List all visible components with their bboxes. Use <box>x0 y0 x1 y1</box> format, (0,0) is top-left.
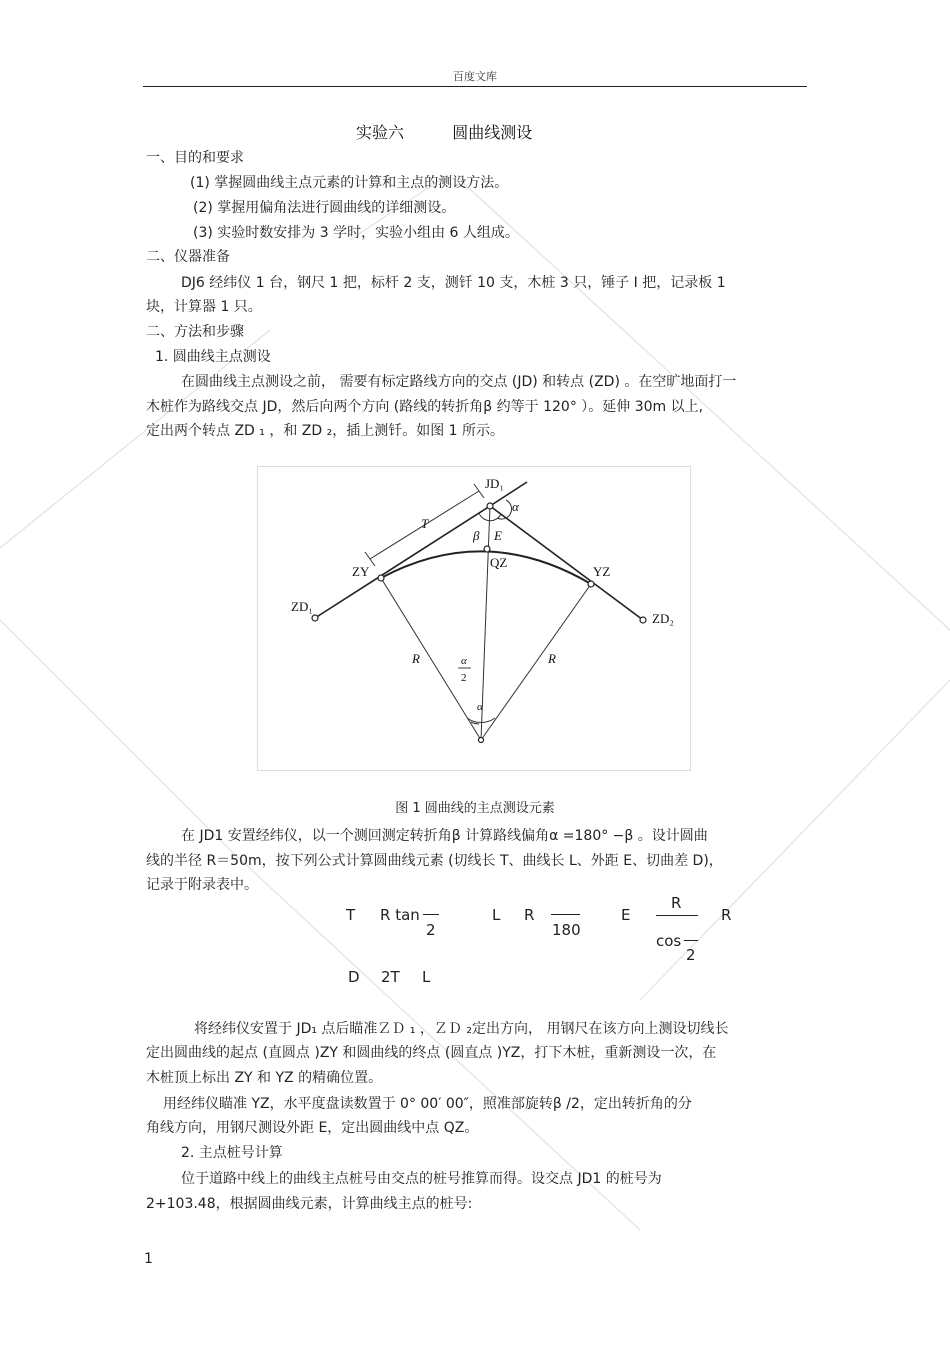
formula-e-cos: cos <box>656 932 682 950</box>
zy-point <box>378 575 384 581</box>
formula-e-tail: R <box>721 906 732 924</box>
paragraph-line: 记录于附录表中。 <box>146 877 258 893</box>
section-heading: 二、仪器准备 <box>146 249 230 265</box>
page-header: 百度文库 <box>453 70 497 83</box>
label-half-den: 2 <box>461 672 467 684</box>
label-yz: YZ <box>593 564 611 579</box>
paragraph-line: 在 JD1 安置经纬仪，以一个测回测定转折角β 计算路线偏角α =180° −β 。设计圆曲 <box>181 828 708 844</box>
section-heading: 二、方法和步骤 <box>146 324 244 340</box>
formula-l-den: 180 <box>552 921 581 939</box>
list-item: (1) 掌握圆曲线主点元素的计算和主点的测设方法。 <box>190 175 509 191</box>
paragraph-line: DJ6 经纬仪 1 台，钢尺 1 把，标杆 2 支，测钎 10 支，木桩 3 只，锤子 I 把，记录板 1 <box>181 275 726 291</box>
label-alpha-center: α <box>477 701 483 713</box>
zd1-point <box>312 615 318 621</box>
paragraph-line: 用经纬仪瞄准 YZ，水平度盘读数置于 0° 00′ 00″，照准部旋转β /2，定出转折角的分 <box>163 1096 692 1112</box>
paragraph-line: 块，计算器 1 只。 <box>146 299 262 315</box>
label-zy: ZY <box>352 564 370 579</box>
label-beta: β <box>473 528 480 543</box>
formula-t-bar <box>423 914 439 915</box>
label-zd2: ZD₂ <box>652 611 674 626</box>
formula-t-den: 2 <box>426 921 436 939</box>
formula-d-rhs: L <box>422 968 431 986</box>
label-zd1: ZD₁ <box>291 599 313 614</box>
formula-d-mid: 2T <box>381 968 400 986</box>
section-heading: 一、目的和要求 <box>146 150 244 166</box>
list-item: (2) 掌握用偏角法进行圆曲线的详细测设。 <box>193 200 456 216</box>
zd2-point <box>640 617 646 623</box>
center-point <box>479 738 484 743</box>
label-half-num: α <box>461 655 467 667</box>
figure-frame <box>258 467 691 771</box>
page-title <box>356 120 532 143</box>
paragraph-line: 定出两个转点 ZD ₁ ，和 ZD ₂，插上测钎。如图 1 所示。 <box>146 423 505 439</box>
figure-caption: 图 1 圆曲线的主点测设元素 <box>395 801 555 816</box>
paragraph-line: 木桩作为路线交点 JD，然后向两个方向 (路线的转折角β 约等于 120° ）。延伸 30m 以上, <box>146 399 704 415</box>
paragraph-line: 将经纬仪安置于 JD₁ 点后瞄准ＺＤ ₁ ，ＺＤ ₂定出方向， 用钢尺在该方向上测设切线长 <box>194 1021 729 1037</box>
page-number: 1 <box>144 1251 153 1267</box>
formula-e-den: 2 <box>686 946 696 964</box>
paragraph-line: 位于道路中线上的曲线主点桩号由交点的桩号推算而得。设交点 JD1 的桩号为 <box>181 1171 662 1187</box>
label-qz: QZ <box>490 555 508 570</box>
title-left: 实验六 <box>356 123 405 142</box>
label-r-right: R <box>548 651 556 666</box>
header-rule <box>143 86 807 87</box>
paragraph-line: 角线方向，用钢尺测设外距 E，定出圆曲线中点 QZ。 <box>146 1120 479 1136</box>
subsection-heading: 2. 主点桩号计算 <box>181 1145 283 1161</box>
paragraph-line: 2+103.48，根据圆曲线元素，计算曲线主点的桩号: <box>146 1196 473 1212</box>
paragraph-line: 线的半径 R＝50m，按下列公式计算圆曲线元素 (切线长 T、曲线长 L、外距 E、切曲差 D)， <box>146 853 723 869</box>
paragraph-line: 木桩顶上标出 ZY 和 YZ 的精确位置。 <box>146 1070 383 1086</box>
circular-curve-figure <box>257 466 691 771</box>
yz-point <box>588 581 594 587</box>
formula-e-lhs: E <box>621 906 631 924</box>
label-t: T <box>421 516 429 531</box>
formula-e-cos-bar <box>684 940 698 941</box>
formula-t-rhs: R tan <box>380 906 420 924</box>
formula-l-rhs: R <box>524 906 535 924</box>
formula-l-bar <box>551 914 580 915</box>
subsection-heading: 1. 圆曲线主点测设 <box>155 349 271 365</box>
jd-point <box>487 503 493 509</box>
label-jd: JD₁ <box>485 476 504 491</box>
formula-e-num: R <box>671 894 682 912</box>
paragraph-line: 在圆曲线主点测设之前， 需要有标定路线方向的交点 (JD) 和转点 (ZD) 。在空旷地面打一 <box>181 374 737 390</box>
label-r-left: R <box>412 651 420 666</box>
formula-e-bar <box>656 915 698 916</box>
label-alpha: α <box>512 499 519 514</box>
label-e: E <box>494 528 502 543</box>
formula-l-lhs: L <box>492 906 501 924</box>
qz-point <box>484 546 490 552</box>
formula-d-lhs: D <box>348 968 360 986</box>
list-item: (3) 实验时数安排为 3 学时，实验小组由 6 人组成。 <box>193 225 519 241</box>
formula-t-lhs: T <box>346 906 356 924</box>
title-right: 圆曲线测设 <box>452 123 533 142</box>
paragraph-line: 定出圆曲线的起点 (直圆点 )ZY 和圆曲线的终点 (圆直点 )YZ，打下木桩，重新测设一次，在 <box>146 1045 717 1061</box>
